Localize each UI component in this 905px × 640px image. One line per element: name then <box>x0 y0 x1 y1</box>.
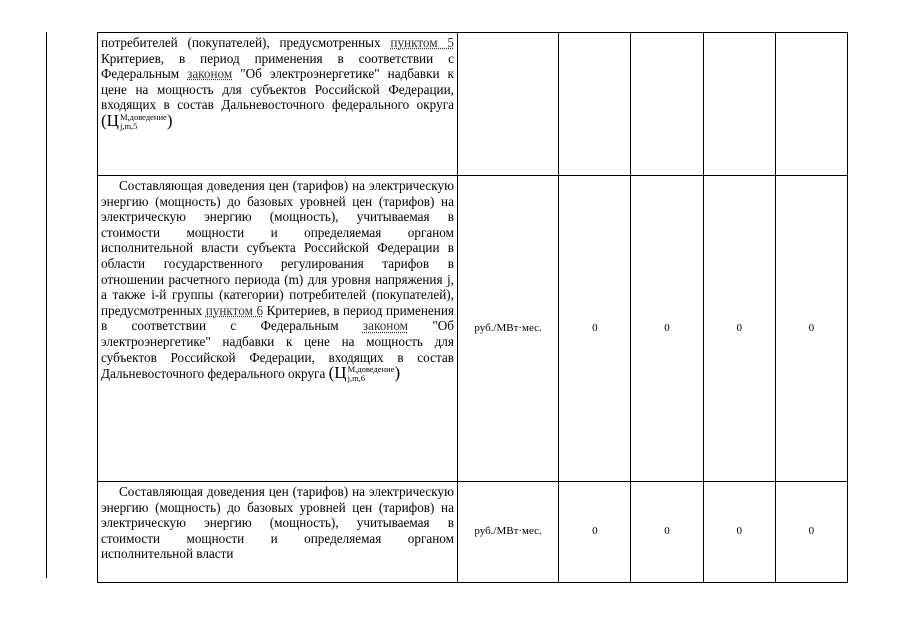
description-text: потребителей (покупателей), предусмотренных <box>101 35 391 50</box>
left-margin-line <box>46 32 47 578</box>
description-text: Составляющая доведения цен (тарифов) на электрическую энергию (мощность) до базовых уровней цен (тарифов) на электрическую энергию (мощность), учитываемая в стоимости мощности и определяемая органом исполнительной власти субъекта Российской Федерации в области государственного регулирования тарифов в отношении расчетного периода (m) для уровня напряжения j, а также i-й группы (категории) потребителей (покупателей), предусмотренных <box>101 178 454 318</box>
table-row <box>98 176 848 482</box>
row-description <box>98 33 458 176</box>
row-description <box>98 176 458 482</box>
formula: (Ц М,доведение j,m,6 ) <box>328 363 401 384</box>
law-link[interactable]: законом <box>362 318 409 334</box>
description-text: Критериев, в период применения в соответствии с Федеральным <box>101 50 454 82</box>
table-row <box>98 33 848 176</box>
law-link[interactable]: законом <box>187 66 233 82</box>
formula-subscript: j,m,6 <box>347 373 366 384</box>
table-row <box>98 482 848 583</box>
value-cell: 0 <box>775 176 847 482</box>
formula: (Ц М,доведение j,m,5 ) <box>101 110 173 132</box>
value-cell <box>775 33 847 176</box>
clause-6-link[interactable]: пунктом 6 <box>205 302 264 318</box>
formula-superscript: М,доведение <box>119 112 167 123</box>
value-cell: 0 <box>703 176 775 482</box>
value-cell: 0 <box>559 176 631 482</box>
clause-5-link[interactable]: пунктом 5 <box>390 35 454 50</box>
description-text: Составляющая доведения цен (тарифов) на электрическую энергию (мощность) до базовых уровней цен (тарифов) на электрическую энергию (мощность), учитываемая в стоимости мощности и определяемая органом исполнительной власти <box>101 484 454 562</box>
value-cell: 0 <box>775 482 847 583</box>
value-cell <box>631 33 703 176</box>
row-description <box>98 482 458 583</box>
formula-subscript: j,m,5 <box>119 121 138 132</box>
value-cell: 0 <box>631 176 703 482</box>
description-text: "Об электроэнергетике" надбавки к цене на мощность для субъектов Российской Федерации, входящих в состав Дальневосточного федерального округа <box>101 66 454 113</box>
description-text: Критериев, в период применения в соответствии с Федеральным <box>101 302 454 334</box>
tariff-table <box>97 32 848 583</box>
unit-cell: руб./МВт·мес. <box>457 176 558 482</box>
unit-cell <box>457 33 558 176</box>
unit-cell: руб./МВт·мес. <box>457 482 558 583</box>
value-cell <box>559 33 631 176</box>
description-text: "Об электроэнергетике" надбавки к цене на мощность для субъектов Российской Федерации, входящих в состав Дальневосточного федерального округа <box>101 318 454 382</box>
value-cell: 0 <box>631 482 703 583</box>
value-cell: 0 <box>703 482 775 583</box>
value-cell: 0 <box>559 482 631 583</box>
value-cell <box>703 33 775 176</box>
formula-superscript: М,доведение <box>347 364 395 375</box>
